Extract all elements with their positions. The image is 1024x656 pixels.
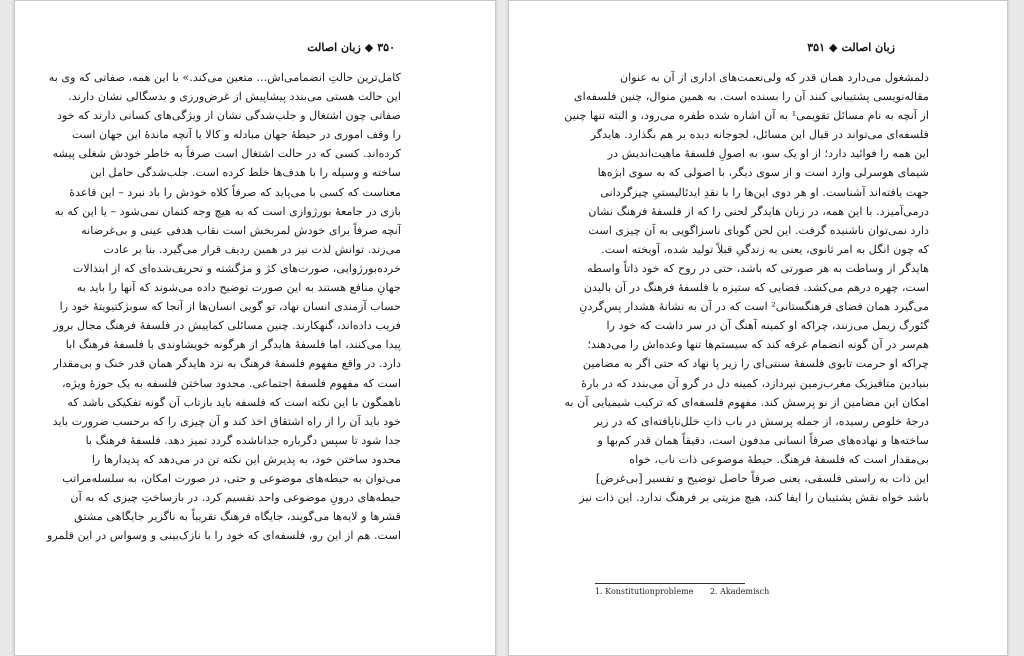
text-line: جهت یافته‌اند آشناست. او هر دوی این‌ها را با نقدِ ایدئالیستیِ چیزگردانی — [600, 185, 929, 199]
right-page-body — [564, 68, 929, 507]
text-line: این حالت هستی می‌بندد پیشاپیش از غرض‌ورزی و بدسگالی نشان دارند. — [68, 90, 401, 104]
left-page-number: ۳۵۰ — [377, 41, 395, 54]
left-running-title: زبان اصالت — [307, 41, 361, 54]
text-line: چراکه او حرمت تابوی فلسفهٔ سنتی‌ای را زیر پا نهاد که حتی اگر به مضامین — [582, 357, 929, 371]
text-line: باشد خواه نقش پشتیبان را ایفا کند، هیچ مزیتی بر فرهنگ ندارد. این ذات نیز — [579, 491, 929, 505]
text-line: می‌زند. توانش لذت نیز در همین ردیف قرار می‌گیرد. بنا بر عادت — [103, 242, 401, 256]
text-line: است که مفهوم فلسفهٔ اجتماعی. محدود ساختن فلسفه به یک حوزهٔ ویژه، — [61, 376, 401, 390]
right-page-header — [807, 41, 895, 54]
left-page-header — [307, 41, 395, 54]
text-line: کرده‌اند. کسی که در حالت اشتغال است صرفاً به خاطر خودش شغلی پیشه — [52, 147, 401, 161]
text-line: این ذات به راستی فلسفی، یعنی صرفاً حاصل توضیح و تفسیر [بی‌غرض] — [595, 471, 929, 485]
header-separator: ◆ — [828, 41, 838, 54]
text-line: معناست که کسی با می‌پاید که صرفاً کلاه خودش را باد نبرد – این قاعدهٔ — [69, 185, 401, 199]
text-line: کامل‌ترین حالتِ انضمامی‌اش... متعین می‌کند.» با این همه، صفاتی که وی به — [48, 71, 401, 84]
text-line: درمی‌آمیزد. با این همه، در زبان هایدگر لحنی را که از فلسفهٔ فرهنگ نشان — [588, 204, 929, 218]
left-page — [14, 0, 496, 656]
text-line: امکان این مضامین از نو پرسش کند. مفهوم فلسفه‌ای که ترکیب شیمیایی آن به — [564, 395, 929, 409]
footnote-1: 1. Konstitutionprobleme — [595, 587, 694, 596]
text-line: دلمشغول می‌دارد همان قدر که ولی‌نعمت‌های اداری از آن به عنوان — [619, 71, 929, 84]
text-line: از آنچه به نام مسائل تقویمی¹ به آن اشاره شده طفره می‌رود، و البته تنها چنین — [564, 109, 929, 123]
text-line: حیطه‌های درونِ موضوعی واحد تقسیم کرد. در بازساختِ چیزی که به آن — [70, 491, 401, 505]
text-line: جهانِ منافع هستند به این صورت توضیح داده می‌شوند که آنها را باید به — [76, 281, 401, 295]
left-page-body — [46, 68, 401, 545]
text-line: هم‌سر در آن گونه انضمام غرقه کند که سیستم‌ها تنها وعده‌اش را می‌دهند؛ — [587, 338, 929, 352]
text-line: خرده‌بورژوایی، صورت‌های کژ و مژگشته و تحریف‌شده‌ای که از ابتذالات — [72, 261, 401, 275]
text-line: صفاتی چون اشتغال و جلب‌شدگی نشان از ویژگی‌های کسانی دارند که خود — [57, 109, 401, 123]
text-line: قشرها و لایه‌ها می‌گویند، جایگاه فرهنگ تقریباً به ناگزیر جایگاهی مشتق — [74, 510, 401, 524]
text-line: فلسفه‌ای می‌تواند در قبال این مسائل، لجوجانه دیده بر هم بگذارد. هایدگر — [590, 128, 929, 142]
text-line: محدود ساختن خود، به پذیرش این نکته تن در می‌دهد که پدیدارها را — [91, 452, 401, 466]
text-line: است، چهره درهم می‌کشد. فضایی که ستیزه با فلسفهٔ فرهنگ در آن بالیدن — [583, 281, 929, 295]
right-page-number: ۳۵۱ — [807, 41, 825, 54]
footnotes — [595, 587, 783, 596]
text-line: ساخته‌ها و نهاده‌های صرفاً انسانی مدفون است، دقیقاً همان قدر کم‌بها و — [597, 433, 929, 447]
text-line: حساب آزمندی انسان نهاد، تو گویی انسان‌ها از آنجا که سوبژکتیویتهٔ خود را — [59, 300, 401, 314]
text-line: ساخته و وسیله را با هدف‌ها خلط کرده است. جلب‌شدگی حامل این — [90, 166, 401, 180]
text-line: می‌توان به حیطه‌های موضوعی و حتی، در صورت امکان، به سلسله‌مراتب — [62, 471, 401, 485]
text-line: پیدا می‌کنند، اما فلسفهٔ هایدگر از هرگونه خویشاوندی با فلسفهٔ فرهنگ ابا — [65, 338, 401, 352]
right-running-title: زبان اصالت — [841, 41, 895, 54]
text-line: که چون انگل به امر ثانوی، یعنی به زندگیِ قبلاً تولید شده، آویخته است. — [601, 242, 929, 256]
text-line: می‌گیرد همان فضای فرهنگستانی² است که در آن به نشانهٔ هشدار پس‌گردنِ — [579, 300, 929, 314]
text-line: بی‌مقدار است که فلسفهٔ فرهنگ. حیطهٔ موضوعی ذات ناب، خواه — [629, 452, 929, 466]
text-line: شیمای هوسرلی وارد است و از سوی دیگر، با اصولی که به سوی ابژه‌ها — [597, 166, 929, 180]
header-separator: ◆ — [364, 41, 374, 54]
text-line: گئورگ زیمل می‌زنند، چراکه او کمینه آهنگ آن در سر داشت که خود را — [606, 319, 929, 333]
text-line: دارد نمی‌توان ناشنیده گرفت. این لحن گویای ناسزاگویی به آن چیزی است — [588, 223, 929, 237]
text-line: خود باید آن را از راه اشتقاق اخذ کند و آن چیزی را که برحسب ضرورت باید — [52, 414, 401, 428]
text-line: درجهٔ خلوص رسیده، از جمله پرسش در باب ذاتِ خلل‌ناپافته‌ای که در زیر — [593, 414, 929, 428]
footnote-2: 2. Akademisch — [709, 587, 770, 596]
right-page — [508, 0, 1008, 656]
text-line: فریب داده‌اند، گنهکارند. چنین مسائلی کماییش در فلسفهٔ فرهنگ مجال بروز — [53, 319, 401, 333]
text-line: را وقف اموری در حیطهٔ جهان مبادله و کالا یا آنچه ماندهٔ این جهان است — [71, 128, 401, 142]
text-line: ناهمگون با این نکته است که فلسفه باید بازتاب آن گونه تفکیکی باشد که — [67, 395, 401, 409]
text-line: بازی در جامعهٔ بورژوازی است که به هیچ وجه کتمان نمی‌شود – یا این که به — [54, 204, 401, 218]
text-line: آنچه صرفاً برای خودش لمربخش است نقاب هدفی عینی و بی‌غرضانه — [81, 223, 401, 237]
text-line: این همه را فوائید دارد؛ از او یک سو، به اصولِ فلسفهٔ ماهیت‌اندیش در — [607, 147, 929, 161]
text-line: دارد. در واقع مفهوم فلسفهٔ فرهنگ به نزد هایدگر همان قدر خنک و بی‌مقدار — [53, 357, 401, 371]
text-line: هایدگر از وساطت به هر صورتی که باشد، حتی در روح که خود ذاتاً واسطه — [587, 261, 929, 275]
text-line: بنیادین متافیزیک مغرب‌زمین نپردازد، کمینه دل در گرو آن می‌بندد که در بارهٔ — [581, 376, 929, 390]
text-line: مقاله‌نویسی پشتیبانی کنند آن را بسنده است. به همین منوال، چنین فلسفه‌ای — [573, 90, 929, 104]
text-line: جدا شود تا سپس دگرباره جداناشده گردد تمیز دهد. فلسفهٔ فرهنگ با — [85, 433, 401, 447]
footnote-divider — [595, 583, 745, 584]
text-line: است. هم از این رو، فلسفه‌ای که خود را با نازک‌بینی و وسواس در این قلمرو — [46, 529, 401, 543]
